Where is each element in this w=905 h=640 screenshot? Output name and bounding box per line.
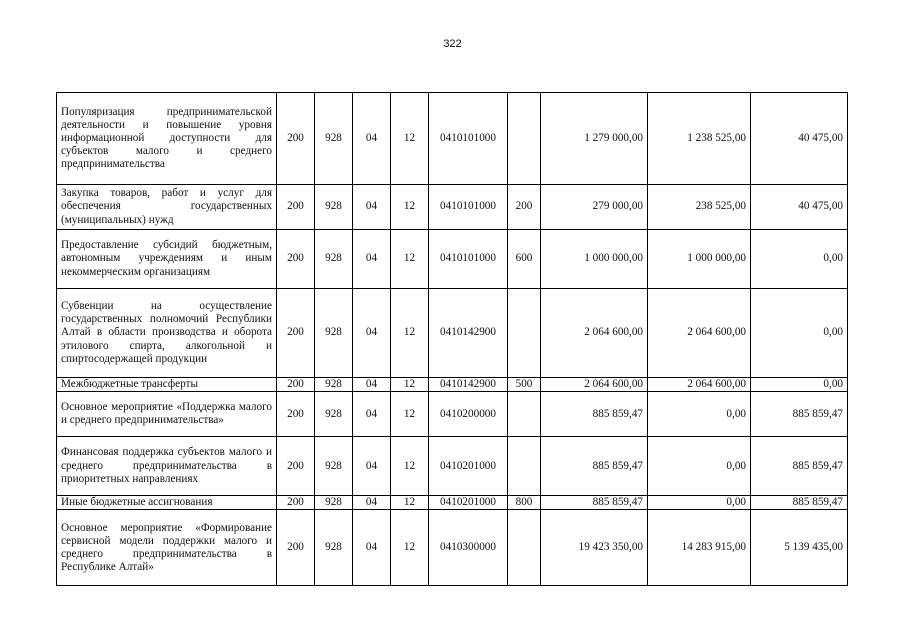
col-approved-amount: 279 000,00 bbox=[541, 185, 648, 230]
table-row bbox=[57, 496, 848, 510]
table-row bbox=[57, 510, 848, 586]
page-number: 322 bbox=[443, 38, 462, 50]
row-name: Иные бюджетные ассигнования bbox=[57, 496, 277, 510]
col-admin-code: 200 bbox=[277, 510, 315, 586]
col-target-article: 0410142900 bbox=[429, 378, 508, 392]
col-difference-amount: 885 859,47 bbox=[751, 392, 848, 437]
row-name: Популяризация предпринимательской деятельности и повышение уровня информационной доступности для субъектов малого и среднего предпринимательства bbox=[57, 93, 277, 185]
col-difference-amount: 0,00 bbox=[751, 378, 848, 392]
row-name: Основное мероприятие «Поддержка малого и среднего предпринимательства» bbox=[57, 392, 277, 437]
col-expense-type bbox=[508, 289, 541, 378]
col-target-article: 0410201000 bbox=[429, 437, 508, 496]
col-target-article: 0410101000 bbox=[429, 93, 508, 185]
col-approved-amount: 2 064 600,00 bbox=[541, 289, 648, 378]
col-admin-code: 200 bbox=[277, 230, 315, 289]
col-admin-code: 200 bbox=[277, 437, 315, 496]
col-subsection-code: 12 bbox=[391, 392, 429, 437]
col-approved-amount: 1 279 000,00 bbox=[541, 93, 648, 185]
col-executed-amount: 0,00 bbox=[648, 437, 751, 496]
col-target-article: 0410101000 bbox=[429, 230, 508, 289]
col-executed-amount: 0,00 bbox=[648, 392, 751, 437]
row-name: Предоставление субсидий бюджетным, автономным учреждениям и иным некоммерческим организациям bbox=[57, 230, 277, 289]
col-executed-amount: 2 064 600,00 bbox=[648, 289, 751, 378]
budget-table bbox=[56, 92, 848, 586]
col-difference-amount: 40 475,00 bbox=[751, 185, 848, 230]
col-subsection-code: 12 bbox=[391, 289, 429, 378]
col-approved-amount: 1 000 000,00 bbox=[541, 230, 648, 289]
col-section-code: 04 bbox=[353, 289, 391, 378]
row-name: Субвенции на осуществление государственных полномочий Республики Алтай в области производства и оборота этилового спирта, алкогольной и спиртосодержащей продукции bbox=[57, 289, 277, 378]
col-target-article: 0410201000 bbox=[429, 496, 508, 510]
col-ministry-code: 928 bbox=[315, 289, 353, 378]
col-subsection-code: 12 bbox=[391, 185, 429, 230]
col-ministry-code: 928 bbox=[315, 437, 353, 496]
col-admin-code: 200 bbox=[277, 496, 315, 510]
col-section-code: 04 bbox=[353, 510, 391, 586]
col-target-article: 0410101000 bbox=[429, 185, 508, 230]
col-target-article: 0410142900 bbox=[429, 289, 508, 378]
col-section-code: 04 bbox=[353, 230, 391, 289]
col-difference-amount: 5 139 435,00 bbox=[751, 510, 848, 586]
col-target-article: 0410200000 bbox=[429, 392, 508, 437]
col-expense-type bbox=[508, 510, 541, 586]
col-executed-amount: 0,00 bbox=[648, 496, 751, 510]
col-subsection-code: 12 bbox=[391, 93, 429, 185]
col-expense-type bbox=[508, 437, 541, 496]
col-admin-code: 200 bbox=[277, 289, 315, 378]
col-executed-amount: 1 238 525,00 bbox=[648, 93, 751, 185]
col-section-code: 04 bbox=[353, 93, 391, 185]
table-row bbox=[57, 185, 848, 230]
col-section-code: 04 bbox=[353, 392, 391, 437]
table-row bbox=[57, 378, 848, 392]
col-difference-amount: 885 859,47 bbox=[751, 437, 848, 496]
col-admin-code: 200 bbox=[277, 378, 315, 392]
col-difference-amount: 0,00 bbox=[751, 230, 848, 289]
col-difference-amount: 0,00 bbox=[751, 289, 848, 378]
row-name: Межбюджетные трансферты bbox=[57, 378, 277, 392]
row-name: Закупка товаров, работ и услуг для обеспечения государственных (муниципальных) нужд bbox=[57, 185, 277, 230]
table-row bbox=[57, 392, 848, 437]
col-subsection-code: 12 bbox=[391, 496, 429, 510]
col-section-code: 04 bbox=[353, 185, 391, 230]
col-ministry-code: 928 bbox=[315, 230, 353, 289]
col-subsection-code: 12 bbox=[391, 437, 429, 496]
col-approved-amount: 885 859,47 bbox=[541, 496, 648, 510]
col-expense-type: 600 bbox=[508, 230, 541, 289]
col-subsection-code: 12 bbox=[391, 510, 429, 586]
col-approved-amount: 19 423 350,00 bbox=[541, 510, 648, 586]
col-difference-amount: 885 859,47 bbox=[751, 496, 848, 510]
col-admin-code: 200 bbox=[277, 185, 315, 230]
row-name: Основное мероприятие «Формирование сервисной модели поддержки малого и среднего предпринимательства в Республике Алтай» bbox=[57, 510, 277, 586]
row-name: Финансовая поддержка субъектов малого и среднего предпринимательства в приоритетных направлениях bbox=[57, 437, 277, 496]
table-row bbox=[57, 437, 848, 496]
col-section-code: 04 bbox=[353, 437, 391, 496]
col-ministry-code: 928 bbox=[315, 93, 353, 185]
col-section-code: 04 bbox=[353, 496, 391, 510]
col-section-code: 04 bbox=[353, 378, 391, 392]
col-ministry-code: 928 bbox=[315, 510, 353, 586]
col-ministry-code: 928 bbox=[315, 392, 353, 437]
col-executed-amount: 2 064 600,00 bbox=[648, 378, 751, 392]
col-subsection-code: 12 bbox=[391, 378, 429, 392]
col-executed-amount: 14 283 915,00 bbox=[648, 510, 751, 586]
col-difference-amount: 40 475,00 bbox=[751, 93, 848, 185]
col-executed-amount: 1 000 000,00 bbox=[648, 230, 751, 289]
col-approved-amount: 885 859,47 bbox=[541, 392, 648, 437]
col-target-article: 0410300000 bbox=[429, 510, 508, 586]
table-row bbox=[57, 289, 848, 378]
col-approved-amount: 885 859,47 bbox=[541, 437, 648, 496]
col-ministry-code: 928 bbox=[315, 378, 353, 392]
col-approved-amount: 2 064 600,00 bbox=[541, 378, 648, 392]
col-expense-type bbox=[508, 392, 541, 437]
col-expense-type: 200 bbox=[508, 185, 541, 230]
col-expense-type bbox=[508, 93, 541, 185]
col-expense-type: 500 bbox=[508, 378, 541, 392]
table-row bbox=[57, 230, 848, 289]
col-ministry-code: 928 bbox=[315, 496, 353, 510]
table-row bbox=[57, 93, 848, 185]
col-ministry-code: 928 bbox=[315, 185, 353, 230]
col-admin-code: 200 bbox=[277, 392, 315, 437]
col-expense-type: 800 bbox=[508, 496, 541, 510]
col-executed-amount: 238 525,00 bbox=[648, 185, 751, 230]
col-admin-code: 200 bbox=[277, 93, 315, 185]
col-subsection-code: 12 bbox=[391, 230, 429, 289]
